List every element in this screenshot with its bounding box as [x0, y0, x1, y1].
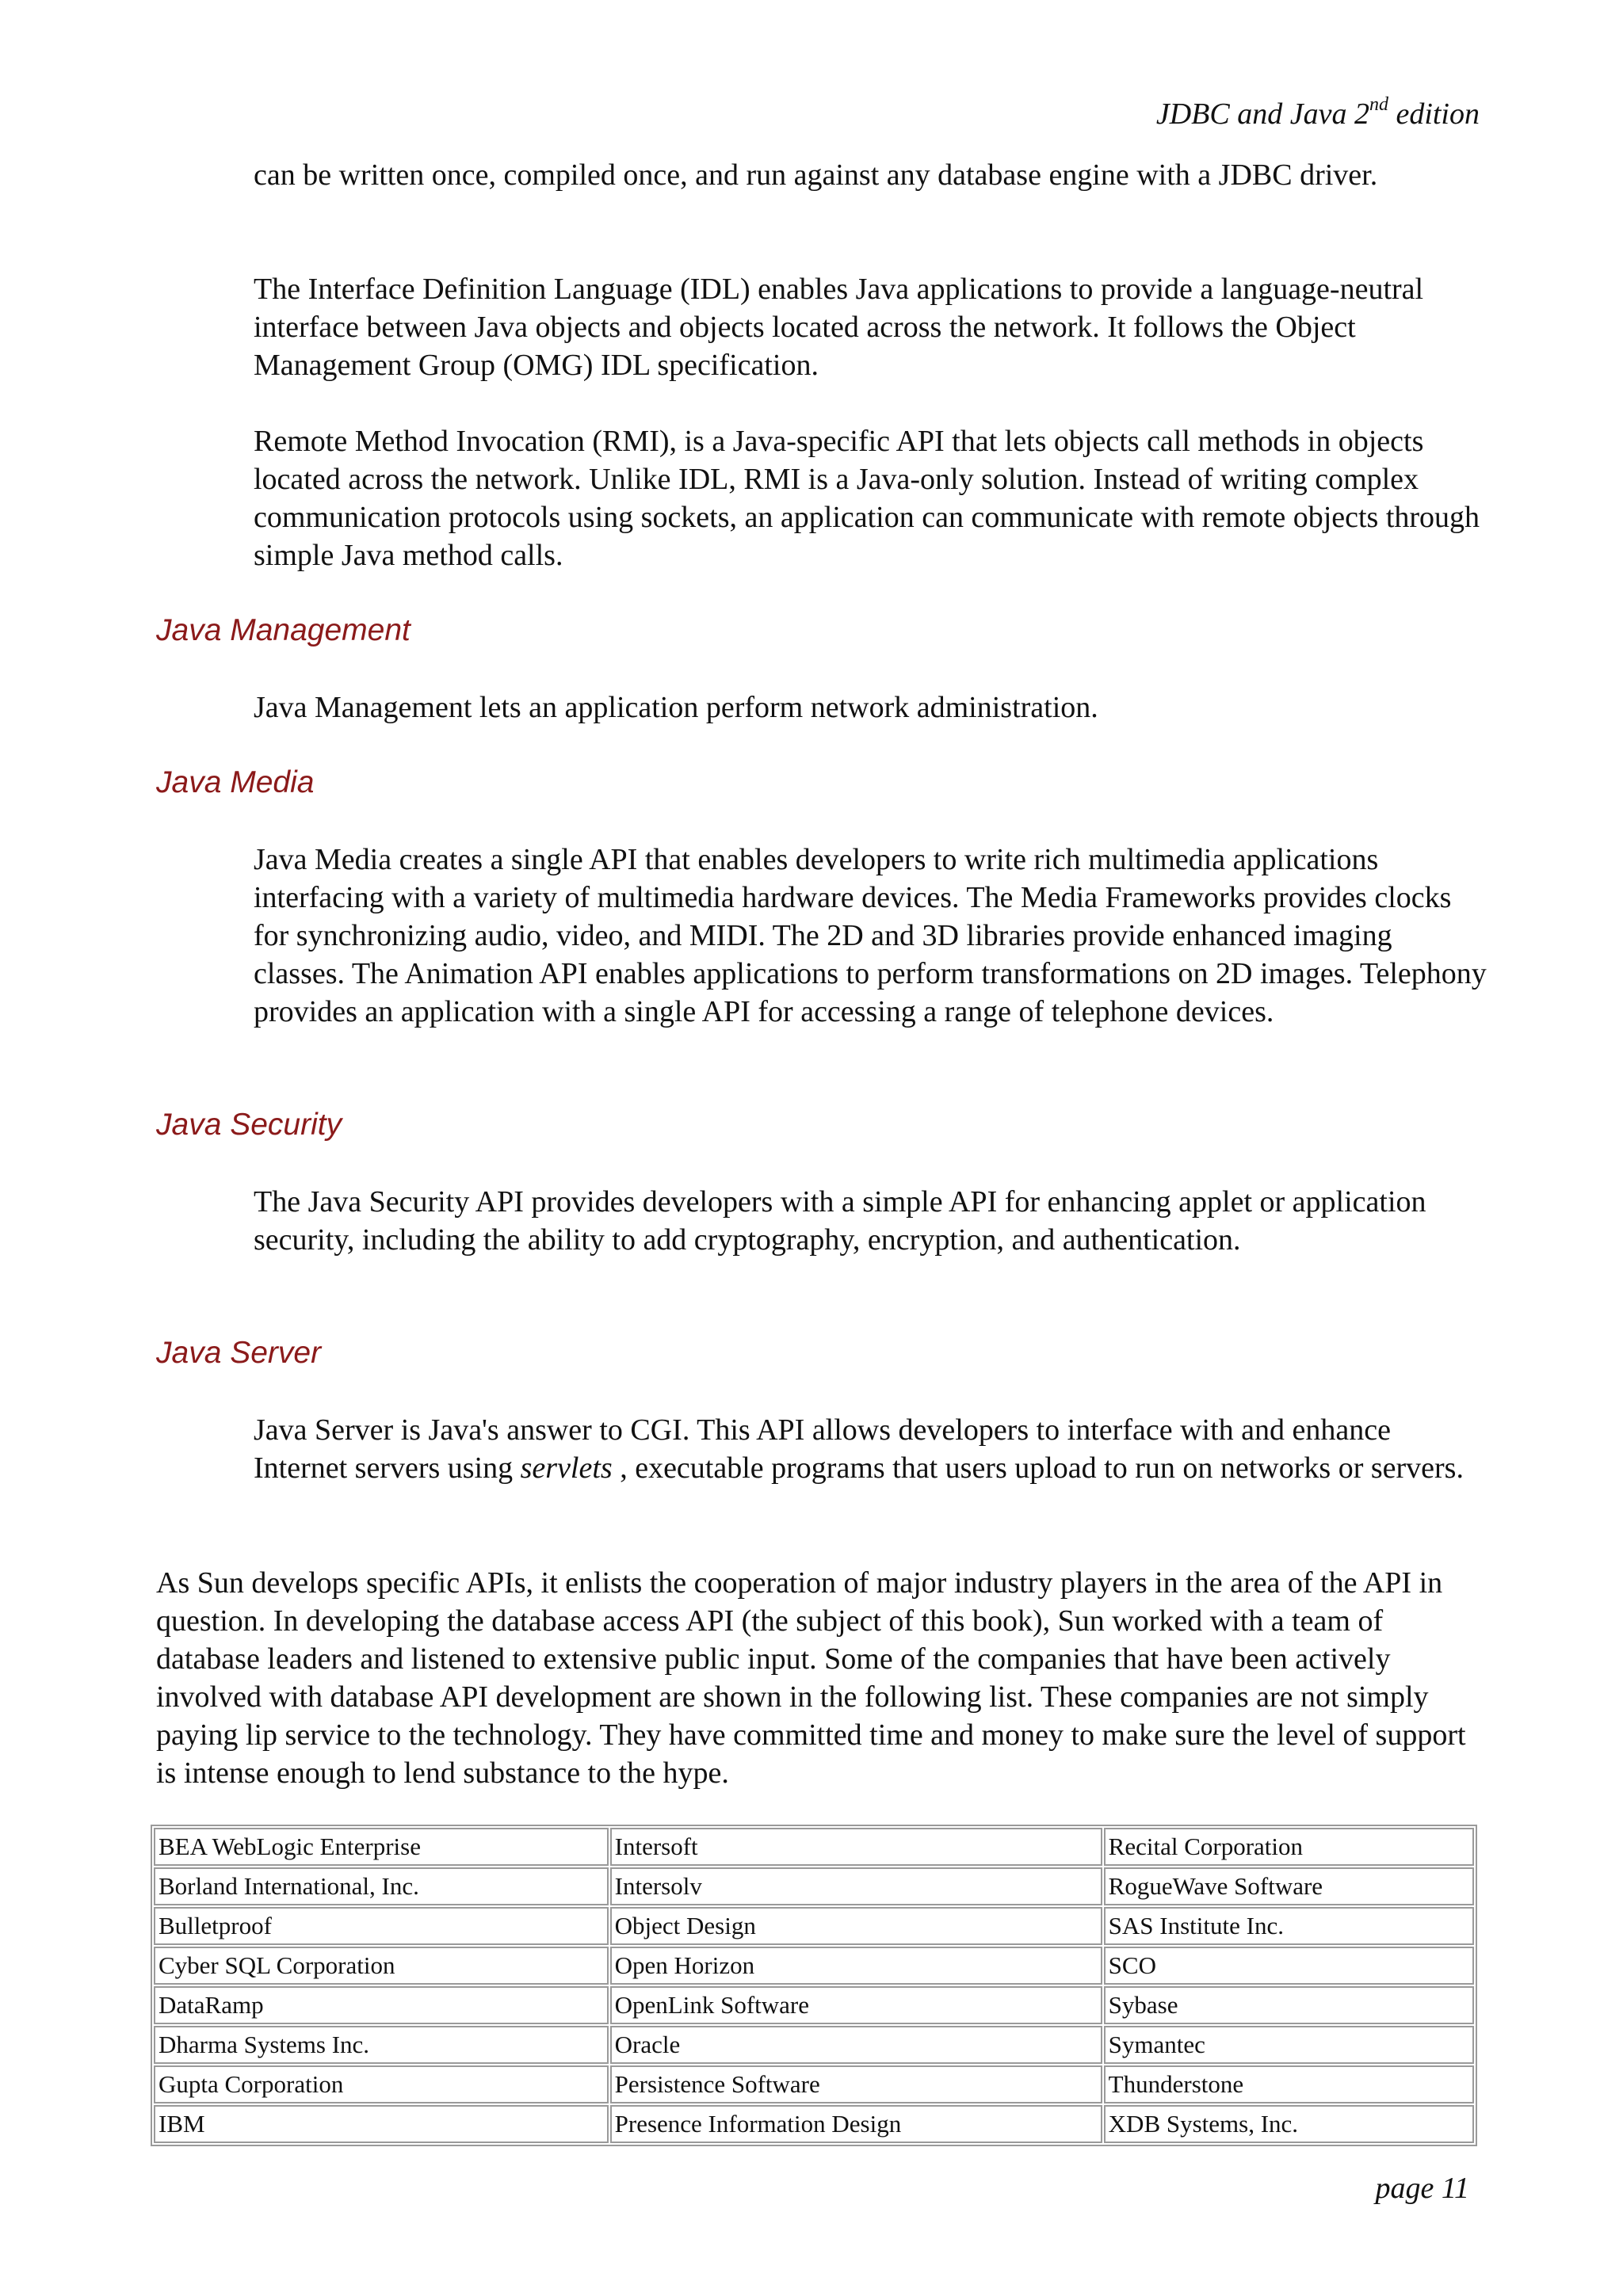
paragraph-text: As Sun develops specific APIs, it enlists the cooperation of major industry players in the area of the API in question. In developing the database access API (the subject of this book), Sun worked with a team of database leaders and listened to extensive public input. Some of the companies that have been actively involved with database API development are shown in the following list. These companies are not simply paying lip service to the technology. They have committed time and money to make sure the level of support is intense enough to lend substance to the hype.: [156, 1566, 1466, 1790]
table-cell: Bulletproof: [154, 1907, 609, 1945]
table-row: [154, 2026, 1474, 2064]
paragraph-jdbc-continuation: [254, 156, 1490, 194]
header-title-prefix: JDBC and Java 2: [1155, 97, 1369, 131]
table-cell: Object Design: [610, 1907, 1102, 1945]
heading-java-management: Java Management: [156, 613, 411, 647]
page-number: page 11: [1375, 2172, 1469, 2205]
paragraph-java-media: [254, 841, 1490, 1031]
companies-table: [151, 1825, 1477, 2146]
heading-java-security: Java Security: [156, 1108, 342, 1142]
table-cell: Thunderstone: [1104, 2065, 1474, 2103]
table-cell: Cyber SQL Corporation: [154, 1947, 609, 1985]
table-cell: BEA WebLogic Enterprise: [154, 1828, 609, 1866]
table-cell: Symantec: [1104, 2026, 1474, 2064]
paragraph-text: [254, 1411, 1490, 1487]
paragraph-text: Remote Method Invocation (RMI), is a Java-specific API that lets objects call methods in objects located across the network. Unlike IDL, RMI is a Java-only solution. Instead of writing complex communication protocols using sockets, an application can communicate with remote objects through simple Java method calls.: [254, 425, 1480, 572]
emphasis-servlets: servlets: [520, 1451, 613, 1485]
heading-java-media: Java Media: [156, 765, 315, 799]
table-cell: Recital Corporation: [1104, 1828, 1474, 1866]
paragraph-closing: [156, 1564, 1490, 1792]
table-cell: Presence Information Design: [610, 2105, 1102, 2143]
table-row: [154, 1947, 1474, 1985]
paragraph-text: can be written once, compiled once, and run against any database engine with a JDBC driver.: [254, 158, 1378, 192]
paragraph-java-server: [254, 1411, 1490, 1487]
table-cell: OpenLink Software: [610, 1986, 1102, 2024]
table-cell: SAS Institute Inc.: [1104, 1907, 1474, 1945]
paragraph-java-management: [254, 688, 1490, 727]
table-cell: Dharma Systems Inc.: [154, 2026, 609, 2064]
table-cell: XDB Systems, Inc.: [1104, 2105, 1474, 2143]
table-cell: Sybase: [1104, 1986, 1474, 2024]
text-run: , executable programs that users upload to run on networks or servers.: [612, 1451, 1464, 1485]
paragraph-idl: [254, 270, 1490, 384]
table-row: [154, 1828, 1474, 1866]
paragraph-text: The Interface Definition Language (IDL) enables Java applications to provide a language-neutral interface between Java objects and objects located across the network. It follows the Object Management Group (OMG) IDL specification.: [254, 273, 1424, 382]
table-cell: Intersolv: [610, 1867, 1102, 1905]
table-cell: IBM: [154, 2105, 609, 2143]
table-cell: Open Horizon: [610, 1947, 1102, 1985]
paragraph-text: Java Management lets an application perform network administration.: [254, 691, 1098, 724]
header-title-suffix: edition: [1388, 97, 1480, 131]
running-header: [1155, 94, 1480, 133]
table-cell: Borland International, Inc.: [154, 1867, 609, 1905]
companies-table-body: [154, 1828, 1474, 2143]
table-cell: Oracle: [610, 2026, 1102, 2064]
table-cell: Persistence Software: [610, 2065, 1102, 2103]
paragraph-text: The Java Security API provides developers with a simple API for enhancing applet or application security, including the ability to add cryptography, encryption, and authentication.: [254, 1185, 1426, 1257]
table-row: [154, 1986, 1474, 2024]
table-cell: RogueWave Software: [1104, 1867, 1474, 1905]
text-run: Java Server is Java's answer to CGI. This API allows developers to interface with and enhance Internet servers using: [254, 1413, 1391, 1485]
table-cell: Gupta Corporation: [154, 2065, 609, 2103]
heading-java-server: Java Server: [156, 1336, 322, 1370]
table-row: [154, 1907, 1474, 1945]
paragraph-text: Java Media creates a single API that enables developers to write rich multimedia applications interfacing with a variety of multimedia hardware devices. The Media Frameworks provides clocks for synchronizing audio, video, and MIDI. The 2D and 3D libraries provide enhanced imaging classes. The Animation API enables applications to perform transformations on 2D images. Telephony provides an application with a single API for accessing a range of telephone devices.: [254, 843, 1487, 1028]
paragraph-java-security: [254, 1183, 1490, 1259]
table-cell: Intersoft: [610, 1828, 1102, 1866]
header-title-superscript: nd: [1369, 94, 1388, 115]
paragraph-rmi: [254, 422, 1490, 574]
table-row: [154, 1867, 1474, 1905]
table-row: [154, 2105, 1474, 2143]
table-row: [154, 2065, 1474, 2103]
table-cell: DataRamp: [154, 1986, 609, 2024]
table-cell: SCO: [1104, 1947, 1474, 1985]
